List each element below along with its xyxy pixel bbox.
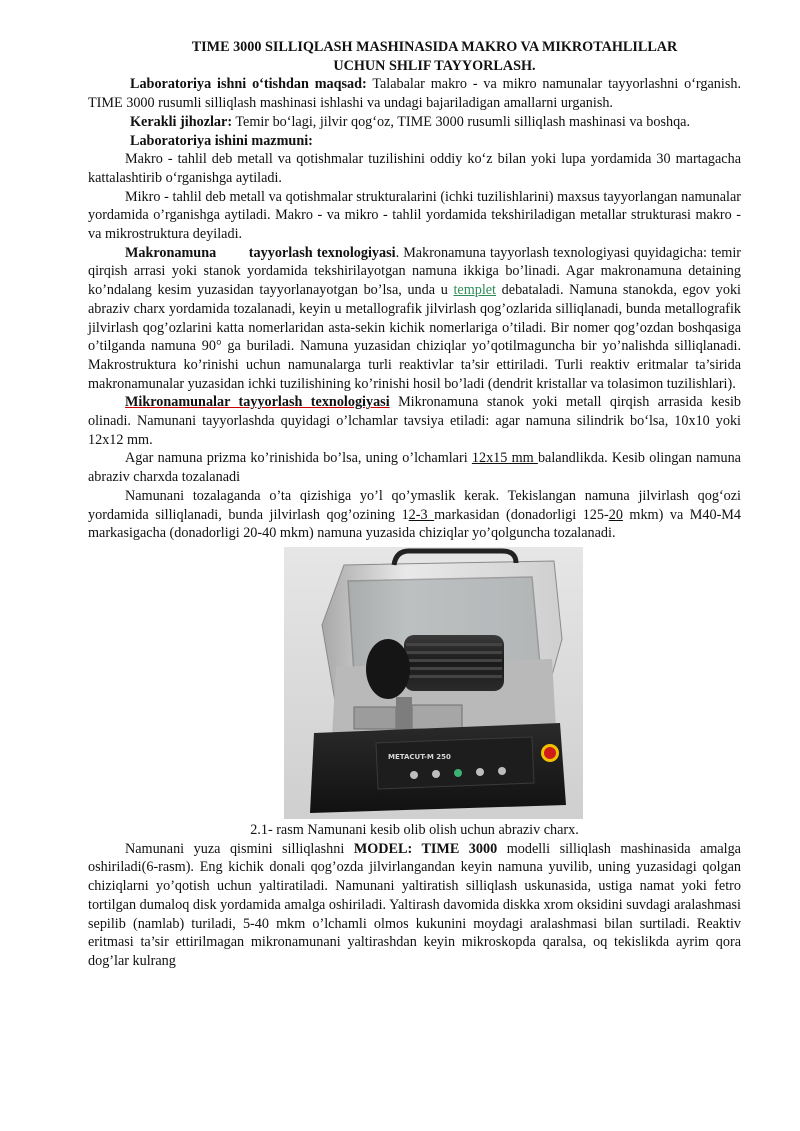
right-clamp [412, 705, 462, 729]
document-title [88, 38, 741, 75]
mikro-technology-label: Mikronamunalar tayyorlash texnologiyasi [125, 394, 390, 411]
cleaning-paragraph: Namunani tozalaganda o’ta qizishiga yo’l qo’ymaslik kerak. Tekislangan namuna jilvirlash qog‘ozi yordamida silliqlanadi, bunda jilvirlash qog’ozining 12-3 markasidan (donadorligi 125-20 mkm) va M40-M4 markasigacha (donadorligi 20-40 mkm) namuna yuzasida chiziqlar yo’qolguncha tozalanadi. [88, 487, 741, 542]
document-body [88, 38, 741, 971]
equipment-text: Temir bo‘lagi, jilvir qog‘oz, TIME 3000 rusumli silliqlash mashinasi va boshqa. [232, 113, 691, 130]
makro-technology-paragraph: Makronamuna tayyorlash texnologiyasi. Makronamuna tayyorlash texnologiyasi quyidagicha: temir qirqish arrasi yoki stanok yordamida tekshirilayotgan namuna ikkiga bo’linadi. Agar makronamuna detaining ko’ndalang kesim yuzasidan tayyorlanayotgan bo’lsa, unda u templet debataladi. Namuna stanokda, egov yoki abraziv charx yordamida tozalanadi, keyin u metallografik jilvirlash qog’ozlarida silliqlanadi, bunda metallografik jilvirlash qog’ozlarini katta nomerlaridan asta-sekin kichik nomerlariga o’tiladi. Bir nomer qog’ozdan boshqasiga o’tilganda namuna 90° ga buriladi. Namuna yuzasidan chiziqlar yo’qotilmaguncha bir yo’nalishda silliqlanadi. Makrostruktura ko’rinishi uchun namunalarga turli reaktivlar ta’sir ettiriladi. Turli reaktiv eritmalar ta’sirida makronamunalar yuzasidan ichki tuzilishining ko’rinishi hosil bo’ladi (dendrit kristallar va tolasimon tuzilishlari). [88, 244, 742, 392]
panel-button-start [454, 769, 462, 777]
panel-button-4 [476, 768, 484, 776]
panel-button-5 [498, 767, 506, 775]
title-line-1: TIME 3000 SILLIQLASH MASHINASIDA MAKRO VA MIKROTAHLILLAR [191, 39, 678, 55]
content-heading: Laboratoriya ishini mazmuni: [130, 132, 313, 149]
equipment-label: Kerakli jihozlar: [130, 113, 233, 130]
purpose-paragraph [88, 75, 741, 112]
mikro-definition-paragraph: Mikro - tahlil deb metall va qotishmalar strukturalarini (ichki tuzilishlarini) maxsus tayyorlangan namunalar yordamida o’rganishga aytiladi. Makro - va mikro - tahlil yordamida tekshiriladigan metallar strukturasi makro - va mikrostruktura deyiladi. [88, 188, 741, 243]
panel-button-1 [410, 771, 418, 779]
panel-label: METACUT-M 250 [388, 752, 451, 761]
templet-link[interactable]: templet [453, 282, 497, 299]
figure-caption: 2.1- rasm Namunani kesib olib olish uchun abraziv charx. [250, 821, 579, 838]
final-paragraph: Namunani yuza qismini silliqlashni MODEL: TIME 3000 modelli silliqlash mashinasida amalga oshiriladi(6-rasm). Eng kichik donali qog’ozda jilvirlangandan keyin namuna yuvilib, uning yuzasidagi qolgan chiziqlarni yo’qotish uchun yaltiratiladi. Namunani yaltiratish silliqlash uskunasida, ustiga namat yoki fetro tortilgan dumaloq disk yordamida amalga oshiriladi. Yaltirash davomida diskka xrom oksidini suvdagi aralashmasi sepilib (namlab) turiladi, 5-40 mkm o’lchamli olmos kukunini moydagi aralashmasi bilan surtiladi. Reaktiv eritmasi ta’sir ettirilmagan mikronamunani yaltirashdan keyin mikroskopda qaralsa, oq tekislikda ayrim qora dog’lar kulrang [88, 840, 741, 969]
purpose-label: Laboratoriya ishni o‘tishdan maqsad: [130, 76, 367, 93]
blade-guard [366, 639, 410, 699]
makro-technology-label: Makronamuna tayyorlash texnologiyasi [125, 244, 396, 261]
emergency-stop-button [544, 747, 556, 759]
makro-definition-paragraph: Makro - tahlil deb metall va qotishmalar tuzilishini oddiy ko‘z bilan yoki lupa yordamida 30 martagacha kattalashtirib o‘rganishga aytiladi. [88, 151, 741, 186]
left-clamp [354, 707, 396, 729]
purpose-text: Talabalar makro - va mikro namunalar tayyorlashni o‘rganish. TIME 3000 rusumli silliqlash mashinasi ishlashi va undagi bajariladigan amallarni urganish. [88, 76, 741, 112]
mikro-technology-paragraph: Mikronamunalar tayyorlash texnologiyasi Mikronamuna stanok yoki metall qirqish arrasida kesib olinadi. Namunani tayyorlashda quyidagi o’lchamlar tavsiya etiladi: agar namuna silindrik bo‘lsa, 10x10 yoki 12x12 mm. [88, 394, 741, 448]
abrasive-cutter-photo [284, 547, 583, 819]
model-name: MODEL: TIME 3000 [353, 840, 498, 857]
vise-screw [396, 697, 412, 733]
panel-button-2 [432, 770, 440, 778]
title-line-2: UCHUN SHLIF TAYYORLASH. [333, 57, 536, 74]
equipment-paragraph [88, 113, 741, 132]
prism-paragraph: Agar namuna prizma ko’rinishida bo’lsa, uning o’lchamlari 12x15 mm balandlikda. Kesib olingan namuna abraziv charxda tozalanadi [88, 450, 741, 486]
control-panel [376, 737, 534, 789]
